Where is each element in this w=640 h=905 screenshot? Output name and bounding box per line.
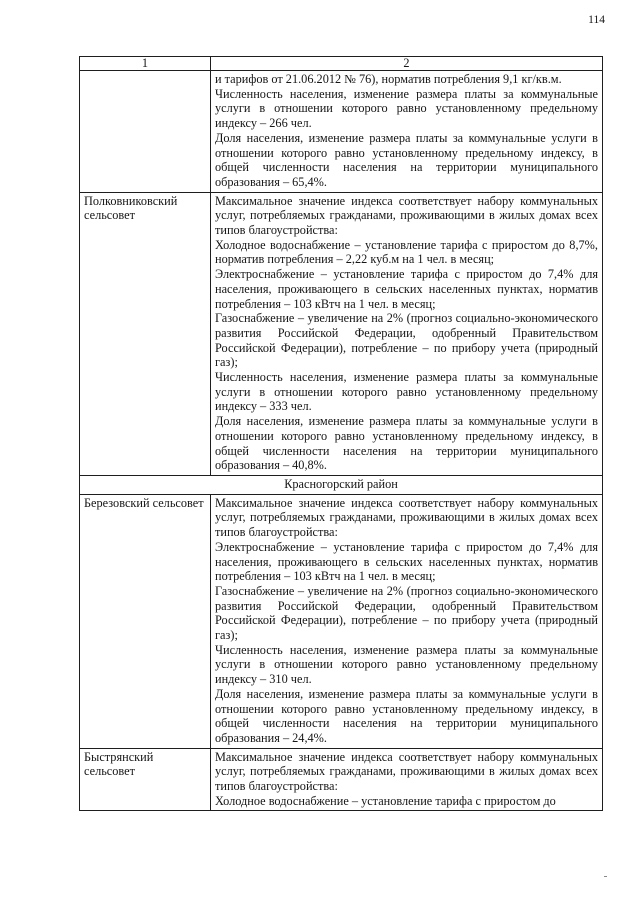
paragraph: Максимальное значение индекса соответствует набору коммунальных услуг, потребляемых гражданами, проживающими в жилых домах всех типов благоустройства:	[215, 749, 598, 794]
settlement-name: Березовский сельсовет	[80, 494, 211, 748]
paragraph: Доля населения, изменение размера платы за коммунальные услуги в отношении которого равно установленному предельному индексу, в общей численности населения на территории муниципального образования – 24,4%.	[215, 686, 598, 745]
row-content	[211, 748, 603, 811]
paragraph: Электроснабжение – установление тарифа с приростом до 7,4% для населения, проживающего в сельских населенных пунктах, норматив потребления – 103 кВтч на 1 чел. в месяц;	[215, 539, 598, 584]
scan-mark	[604, 876, 607, 877]
paragraph: Численность населения, изменение размера платы за коммунальные услуги в отношении которого равно установленному предельному индексу – 266 чел.	[215, 86, 598, 131]
table-row	[80, 192, 603, 475]
paragraph: Электроснабжение – установление тарифа с приростом до 7,4% для населения, проживающего в сельских населенных пунктах, норматив потребления – 103 кВтч на 1 чел. в месяц;	[215, 267, 598, 311]
document-table	[79, 56, 603, 811]
section-row	[80, 475, 603, 494]
paragraph: Доля населения, изменение размера платы за коммунальные услуги в отношении которого равно установленному предельному индексу, в общей численности населения на территории муниципального образования – 40,8%.	[215, 414, 598, 473]
table-row	[80, 748, 603, 811]
paragraph: Доля населения, изменение размера платы за коммунальные услуги в отношении которого равно установленному предельному индексу, в общей численности населения на территории муниципального образования – 65,4%.	[215, 130, 598, 189]
column-header-2: 2	[211, 57, 603, 71]
paragraph: и тарифов от 21.06.2012 № 76), норматив потребления 9,1 кг/кв.м.	[215, 72, 562, 86]
table-row	[80, 71, 603, 193]
paragraph: Газоснабжение – увеличение на 2% (прогноз социально-экономического развития Российской Федерации, одобренный Правительством Российской Федерации), потребление – по прибору учета (природный газ);	[215, 583, 598, 643]
row-content	[211, 494, 603, 748]
table-header-row	[80, 57, 603, 71]
page-number: 114	[588, 14, 605, 26]
paragraph: Максимальное значение индекса соответствует набору коммунальных услуг, потребляемых гражданами, проживающими в жилых домах всех типов благоустройства:	[215, 495, 598, 540]
paragraph: Газоснабжение – увеличение на 2% (прогноз социально-экономического развития Российской Федерации, одобренный Правительством Российской Федерации), потребление – по прибору учета (природный газ);	[215, 311, 598, 370]
table-row	[80, 494, 603, 748]
settlement-name	[80, 71, 211, 193]
paragraph: Численность населения, изменение размера платы за коммунальные услуги в отношении которого равно установленному предельному индексу – 333 чел.	[215, 370, 598, 414]
column-header-1: 1	[80, 57, 211, 71]
paragraph: Холодное водоснабжение – установление тарифа с приростом до	[215, 793, 556, 808]
row-content	[211, 192, 603, 475]
paragraph: Максимальное значение индекса соответствует набору коммунальных услуг, потребляемых гражданами, проживающими в жилых домах всех типов благоустройства:	[215, 193, 598, 238]
settlement-name: Полковниковский сельсовет	[80, 192, 211, 475]
paragraph: Холодное водоснабжение – установление тарифа с приростом до 8,7%, норматив потребления – 2,22 куб.м на 1 чел. в месяц;	[215, 237, 598, 267]
row-content	[211, 71, 603, 193]
settlement-name: Быстрянский сельсовет	[80, 748, 211, 811]
paragraph: Численность населения, изменение размера платы за коммунальные услуги в отношении которого равно установленному предельному индексу – 310 чел.	[215, 642, 598, 687]
district-heading: Красногорский район	[80, 475, 603, 494]
